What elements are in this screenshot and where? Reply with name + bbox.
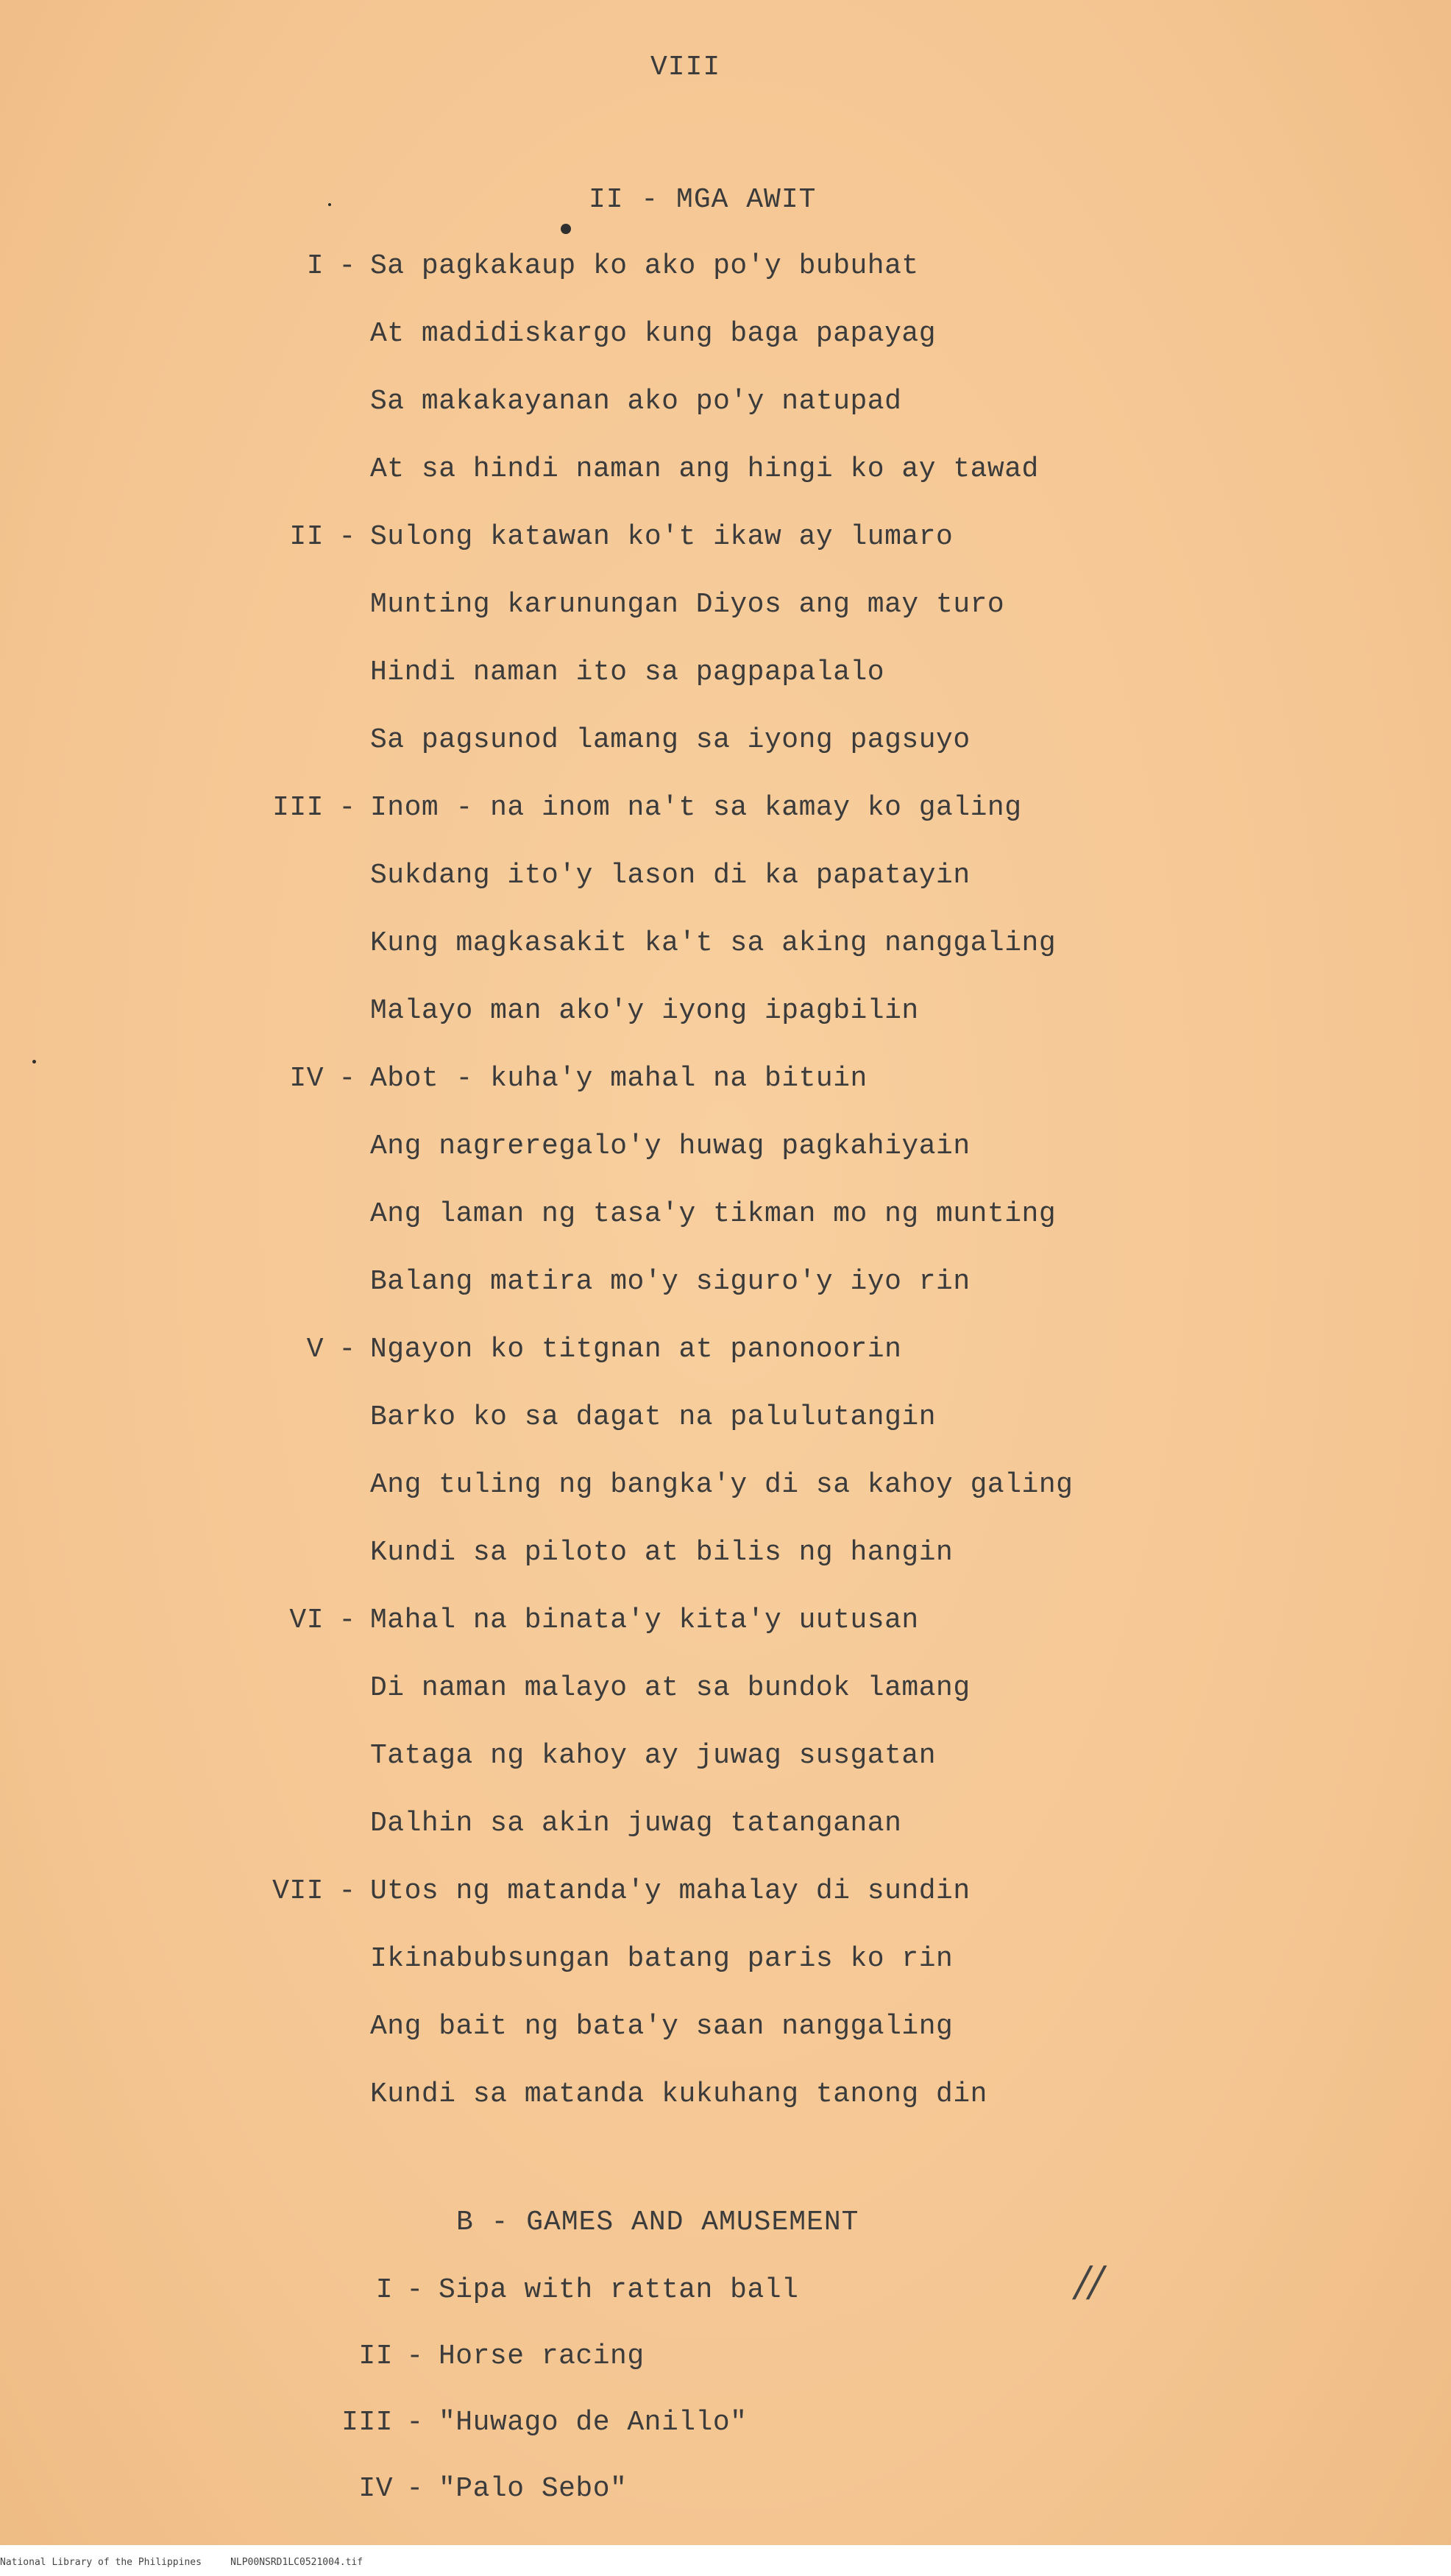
verse-line: At madidiskargo kung baga papayag bbox=[370, 318, 937, 350]
games-title: B - GAMES AND AMUSEMENT bbox=[456, 2207, 859, 2238]
stanza-dash: - bbox=[338, 250, 356, 282]
verse-line: Sa pagkakaup ko ako po'y bubuhat bbox=[370, 250, 919, 282]
verse-line: Kundi sa piloto at bilis ng hangin bbox=[370, 1537, 954, 1568]
game-item: "Palo Sebo" bbox=[439, 2473, 628, 2505]
verse-line: Abot - kuha'y mahal na bituin bbox=[370, 1063, 868, 1094]
margin-check-mark: // bbox=[1071, 2258, 1109, 2306]
stanza-numeral: II bbox=[289, 521, 324, 553]
verse-line: Ang tuling ng bangka'y di sa kahoy galing bbox=[370, 1469, 1074, 1501]
verse-line: Kundi sa matanda kukuhang tanong din bbox=[370, 2078, 987, 2110]
verse-line: Balang matira mo'y siguro'y iyo rin bbox=[370, 1266, 971, 1298]
stanza-dash: - bbox=[338, 1604, 356, 1636]
verse-line: Ikinabubsungan batang paris ko rin bbox=[370, 1943, 954, 1975]
stanza-numeral: VII bbox=[272, 1875, 324, 1907]
verse-line: Di naman malayo at sa bundok lamang bbox=[370, 1672, 971, 1704]
ink-dot bbox=[561, 224, 571, 234]
scan-footer-label: National Library of the Philippines NLP00NSRD1LC0521004.tif bbox=[0, 2557, 363, 2568]
stanza-numeral: I bbox=[306, 250, 324, 282]
game-dash: - bbox=[406, 2340, 424, 2372]
verse-line: Ang bait ng bata'y saan nanggaling bbox=[370, 2011, 954, 2042]
verse-line: Barko ko sa dagat na palulutangin bbox=[370, 1401, 937, 1433]
stanza-dash: - bbox=[338, 1063, 356, 1094]
verse-line: Hindi naman ito sa pagpapalalo bbox=[370, 657, 885, 688]
verse-line: Inom - na inom na't sa kamay ko galing bbox=[370, 792, 1022, 824]
game-numeral: III bbox=[341, 2407, 393, 2438]
stanza-numeral: IV bbox=[289, 1063, 324, 1094]
stanza-numeral: V bbox=[306, 1334, 324, 1365]
verse-line: Dalhin sa akin juwag tatanganan bbox=[370, 1808, 902, 1839]
game-numeral: II bbox=[358, 2340, 393, 2372]
verse-line: Sa pagsunod lamang sa iyong pagsuyo bbox=[370, 724, 971, 756]
game-dash: - bbox=[406, 2407, 424, 2438]
stanza-dash: - bbox=[338, 521, 356, 553]
section-title: II - MGA AWIT bbox=[589, 184, 817, 216]
verse-line: Sa makakayanan ako po'y natupad bbox=[370, 386, 902, 417]
verse-line: Ang laman ng tasa'y tikman mo ng munting bbox=[370, 1198, 1057, 1230]
verse-line: Utos ng matanda'y mahalay di sundin bbox=[370, 1875, 971, 1907]
stanza-numeral: III bbox=[272, 792, 324, 824]
game-item: Sipa with rattan ball bbox=[439, 2274, 799, 2306]
game-numeral: IV bbox=[358, 2473, 393, 2505]
stanza-dash: - bbox=[338, 1334, 356, 1365]
verse-line: Ang nagreregalo'y huwag pagkahiyain bbox=[370, 1130, 971, 1162]
game-item: Horse racing bbox=[439, 2340, 645, 2372]
verse-line: Sukdang ito'y lason di ka papatayin bbox=[370, 860, 971, 891]
verse-line: Munting karunungan Diyos ang may turo bbox=[370, 589, 1005, 620]
page-number: VIII bbox=[650, 52, 721, 83]
stanza-dash: - bbox=[338, 1875, 356, 1907]
verse-line: Kung magkasakit ka't sa aking nanggaling bbox=[370, 927, 1057, 959]
game-dash: - bbox=[406, 2473, 424, 2505]
ink-dot bbox=[32, 1060, 36, 1064]
game-numeral: I bbox=[375, 2274, 393, 2306]
stanza-dash: - bbox=[338, 792, 356, 824]
stanza-numeral: VI bbox=[289, 1604, 324, 1636]
verse-line: Sulong katawan ko't ikaw ay lumaro bbox=[370, 521, 954, 553]
game-dash: - bbox=[406, 2274, 424, 2306]
verse-line: Ngayon ko titgnan at panonoorin bbox=[370, 1334, 902, 1365]
verse-line: At sa hindi naman ang hingi ko ay tawad bbox=[370, 453, 1039, 485]
game-item: "Huwago de Anillo" bbox=[439, 2407, 748, 2438]
ink-dot bbox=[328, 203, 331, 206]
verse-line: Malayo man ako'y iyong ipagbilin bbox=[370, 995, 919, 1027]
verse-line: Mahal na binata'y kita'y uutusan bbox=[370, 1604, 919, 1636]
verse-line: Tataga ng kahoy ay juwag susgatan bbox=[370, 1740, 937, 1772]
